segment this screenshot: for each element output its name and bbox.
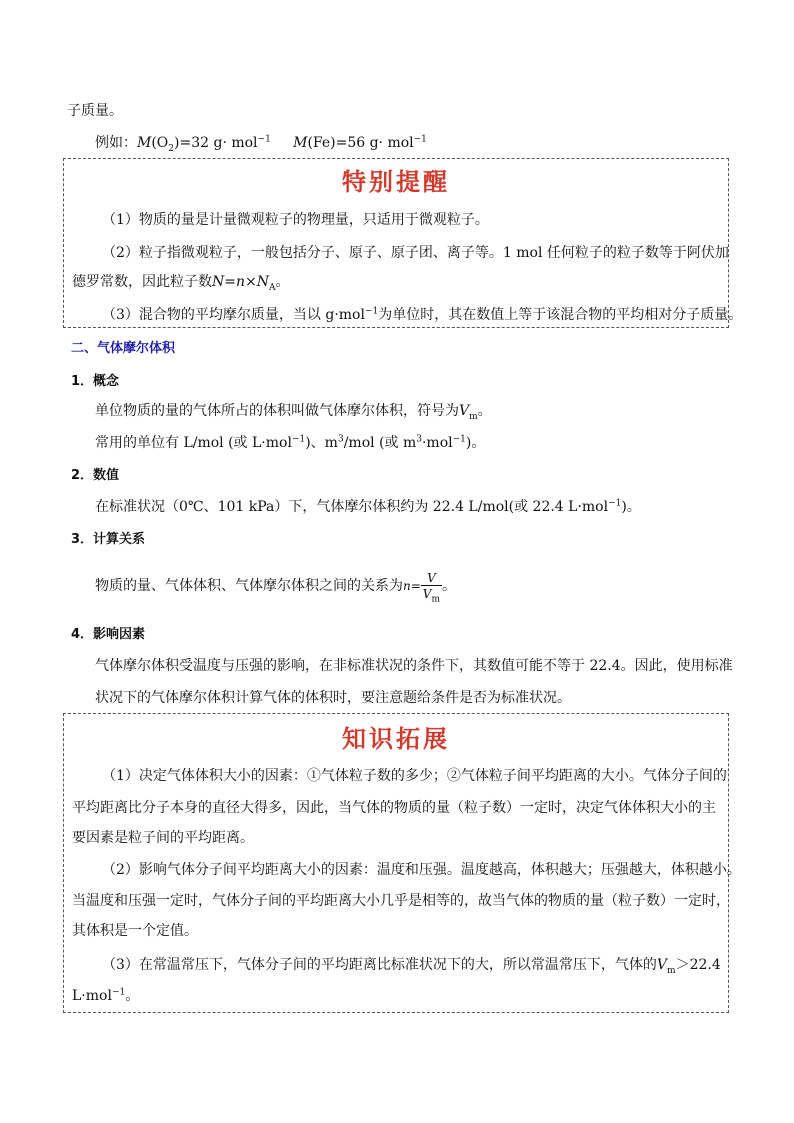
text: 常用的单位有 L/mol (或 L·mol: [95, 435, 292, 451]
symbol: N: [256, 274, 269, 290]
symbol-n: n: [403, 579, 411, 593]
text: （3）混合物的平均摩尔质量，当以 g·mol: [102, 307, 365, 323]
text: ·mol: [421, 435, 453, 451]
concept-paragraph: [95, 401, 492, 421]
superscript: −1: [364, 306, 379, 317]
fraction-v-over-vm: [421, 571, 442, 602]
text: （2）粒子指微观粒子，一般包括分子、原子、原子团、离子等。1 mol 任何粒子的粒子数等于阿伏加: [102, 245, 729, 261]
value-paragraph: [95, 497, 641, 517]
superscript: −1: [257, 134, 271, 145]
text: 子质量。: [67, 103, 123, 119]
factors-paragraph-2: [95, 688, 571, 708]
reminder-item-3: [102, 305, 742, 325]
subsection-title-relation: 3．计算关系: [71, 532, 146, 547]
superscript: −1: [111, 987, 126, 998]
extension-item-3: [102, 955, 721, 975]
numerator: V: [427, 570, 436, 585]
text: 物质的量、气体体积、气体摩尔体积之间的关系为: [95, 578, 403, 594]
extension-item-2-cont: [72, 891, 730, 911]
units-paragraph: [95, 433, 485, 453]
text: )。: [621, 499, 641, 515]
text: 。: [477, 403, 492, 419]
text: 在标准状况（0℃、101 kPa）下，气体摩尔体积约为 22.4 L/mol(或 22.4 L·mol: [95, 499, 609, 515]
text: (Fe)=56 g· mol: [307, 135, 414, 151]
subsection-title-value: 2．数值: [71, 468, 120, 483]
section-title: 二、气体摩尔体积: [71, 341, 176, 356]
subscript: m: [667, 965, 676, 976]
text: V: [422, 586, 432, 601]
superscript: −1: [413, 134, 427, 145]
superscript: 3: [416, 434, 422, 445]
relation-paragraph: [95, 568, 456, 604]
reminder-item-1: [102, 210, 489, 230]
superscript: −1: [452, 434, 466, 445]
text: 状况下的气体摩尔体积计算气体的体积时，要注意题给条件是否为标准状况。: [95, 690, 571, 706]
text: )、m: [305, 435, 338, 451]
denominator: [421, 585, 442, 602]
text: ×: [245, 274, 257, 290]
example-line: [95, 133, 427, 153]
extension-item-1-cont: [72, 798, 716, 818]
subscript: A: [269, 282, 276, 293]
text: 。: [275, 274, 290, 290]
extension-item-2-end: [72, 921, 198, 941]
text: （2）影响气体分子间平均距离大小的因素：温度和压强。温度越高，体积越大；压强越大，体积越小。: [102, 862, 741, 878]
text: 气体摩尔体积受温度与压强的影响，在非标准状况的条件下，其数值可能不等于 22.4。因此，使用标准: [95, 658, 733, 674]
text: =: [410, 579, 421, 593]
text: /mol (或 m: [343, 435, 417, 451]
superscript: −1: [291, 434, 306, 445]
text: 。: [125, 988, 140, 1004]
superscript: 3: [337, 434, 344, 445]
extension-item-1-end: [72, 828, 254, 848]
text: 德罗常数，因此粒子数: [72, 274, 212, 290]
symbol: n: [235, 274, 246, 290]
text: （3）在常温常压下，气体分子间的平均距离比标准状况下的大，所以常温常压下，气体的: [102, 957, 657, 973]
text: 单位物质的量的气体所占的体积叫做气体摩尔体积，符号为: [95, 403, 459, 419]
paragraph-continuation: [67, 101, 123, 121]
symbol-m: M: [137, 135, 152, 151]
special-reminder-box: [63, 158, 743, 328]
symbol-v: V: [656, 957, 668, 973]
subscript: m: [431, 593, 441, 604]
text: =: [224, 274, 236, 290]
symbol-m: M: [293, 135, 308, 151]
example-prefix: 例如：: [95, 135, 137, 151]
text: 为单位时，其在数值上等于该混合物的平均相对分子质量。: [378, 307, 743, 323]
text: （1）物质的量是计量微观粒子的物理量，只适用于微观粒子。: [102, 212, 489, 228]
subscript: 2: [168, 143, 175, 154]
extension-item-2: [102, 860, 741, 880]
reminder-item-2: [102, 243, 729, 263]
symbol: N: [212, 274, 225, 290]
text: 其体积是一个定值。: [72, 923, 198, 939]
text: (O: [151, 135, 169, 151]
text: )。: [465, 435, 486, 451]
factors-paragraph-1: [95, 656, 733, 676]
text: （1）决定气体体积大小的因素：①气体粒子数的多少；②气体粒子间平均距离的大小。气体分子间的: [102, 768, 727, 784]
subsection-title-concept: 1．概念: [71, 374, 120, 389]
text: ＞22.4: [675, 957, 721, 973]
superscript: −1: [608, 498, 622, 509]
reminder-item-2-cont: [72, 272, 290, 292]
symbol-v: V: [459, 403, 470, 419]
extension-item-1: [102, 766, 727, 786]
text: )=32 g· mol: [174, 135, 258, 151]
text: L·mol: [72, 988, 112, 1004]
text: 要因素是粒子间的平均距离。: [72, 830, 254, 846]
text: 。: [442, 578, 457, 594]
box-title: 特别提醒: [342, 168, 450, 196]
knowledge-extension-box: [63, 713, 741, 1013]
text: 平均距离比分子本身的直径大得多，因此，当气体的物质的量（粒子数）一定时，决定气体体积大小的主: [72, 800, 716, 816]
subsection-title-factors: 4．影响因素: [71, 627, 146, 642]
extension-item-3-cont: [72, 986, 139, 1006]
text: 当温度和压强一定时，气体分子间的平均距离大小几乎是相等的，故当气体的物质的量（粒子数）一定时，: [72, 893, 730, 909]
box-title: 知识拓展: [342, 725, 450, 753]
subscript: m: [469, 411, 478, 422]
